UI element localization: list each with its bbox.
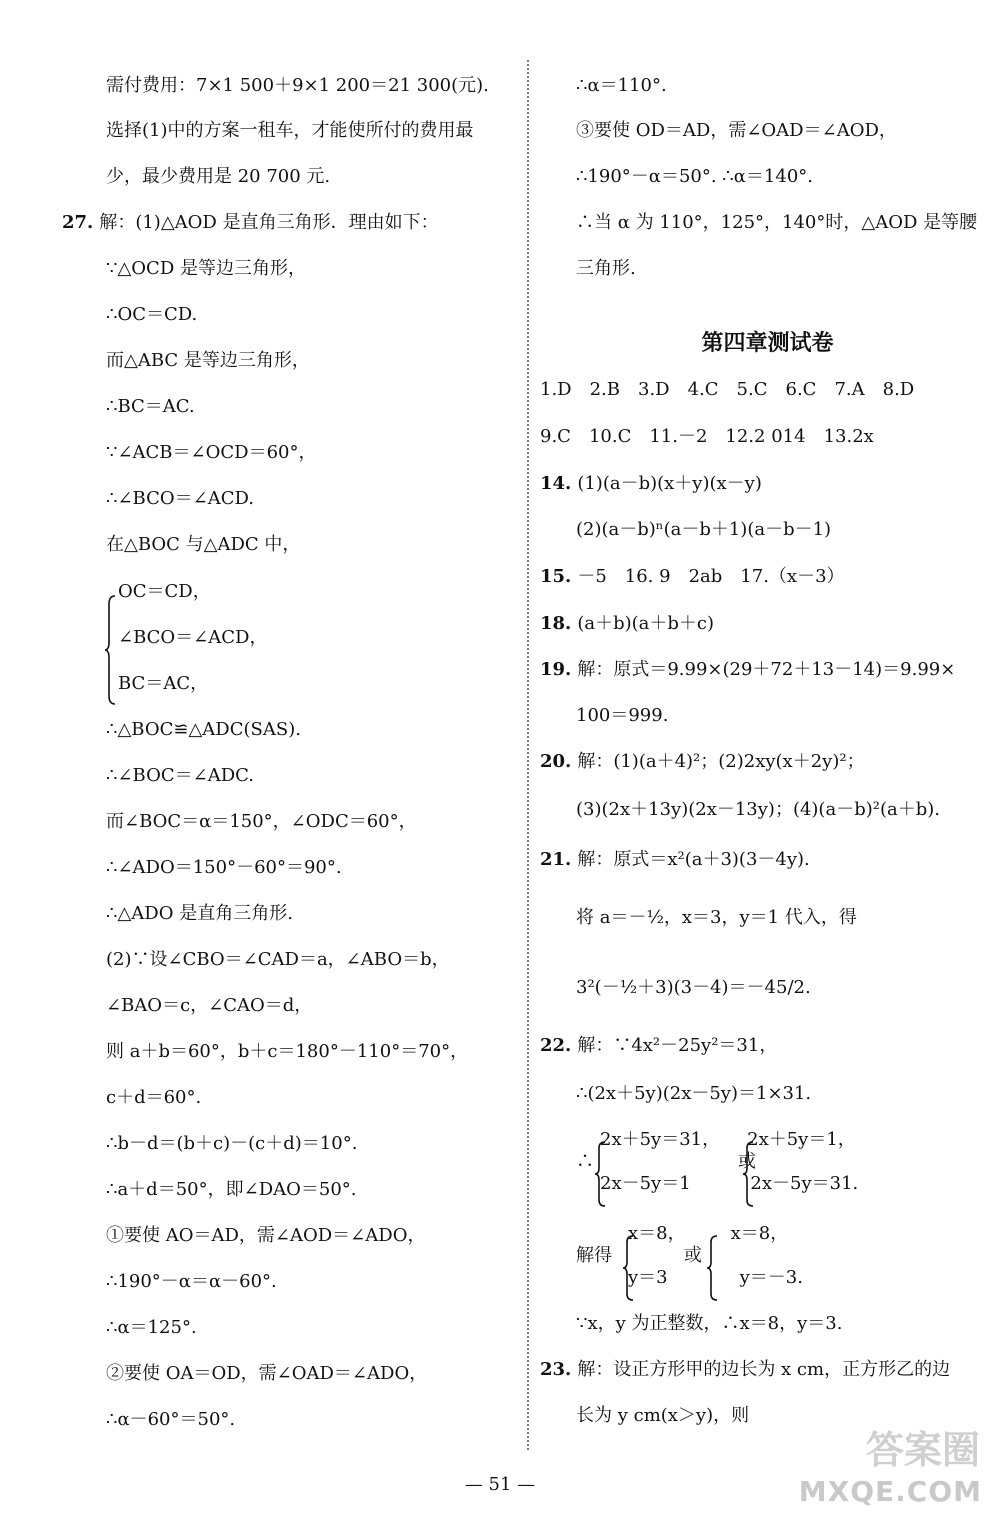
text-line (106, 948, 450, 972)
line-text: ∴△ADO 是直角三角形. (106, 903, 293, 924)
line-text: ∴α－60°＝50°. (106, 1409, 236, 1430)
text-line (106, 349, 310, 373)
text-line (106, 764, 254, 788)
text-line (576, 704, 668, 728)
text-line (600, 1172, 858, 1196)
text-line (106, 856, 342, 880)
line-text: ∠BCO＝∠ACD， (118, 627, 268, 648)
line-text: 100＝999. (576, 705, 669, 726)
column-divider (527, 60, 529, 1450)
text-line (118, 626, 267, 650)
line-text: OC＝CD， (118, 581, 211, 602)
line-text: 解得 或 (576, 1245, 702, 1266)
system-brace-icon (742, 1140, 754, 1208)
text-line (106, 1270, 277, 1294)
line-text: 3²(－½＋3)(3－4)＝－45/2. (576, 977, 811, 998)
line-text: 而∠BOC＝α＝150°，∠ODC＝60°， (106, 811, 417, 832)
text-line (106, 1408, 235, 1432)
text-line (576, 165, 813, 189)
line-text: 解：原式＝x²(a＋3)(3－4y). (577, 849, 810, 870)
watermark-logo: 答案圈 (865, 1428, 980, 1472)
text-line (576, 257, 636, 281)
system-brace-icon (622, 1234, 634, 1302)
question-number: 19. (540, 659, 572, 680)
system-brace-icon (104, 594, 116, 706)
line-text: (a＋b)(a＋b＋c) (577, 613, 715, 634)
line-text: ∴b－d＝(b＋c)－(c＋d)＝10°. (106, 1133, 358, 1154)
line-text: ∴α＝125°. (106, 1317, 197, 1338)
line-text: ∵∠ACB＝∠OCD＝60°， (106, 442, 317, 463)
text-line (576, 74, 667, 98)
page-number: — 51 — (464, 1474, 536, 1495)
question-line (540, 658, 955, 682)
question-line (540, 612, 714, 636)
line-text: 解：(1)△AOD 是直角三角形．理由如下： (99, 212, 439, 233)
text-line (576, 1312, 842, 1336)
system-brace-icon (706, 1234, 718, 1302)
line-text: y＝3 y＝－3. (628, 1267, 803, 1288)
line-text: ①要使 AO＝AD，需∠AOD＝∠ADO， (106, 1225, 426, 1246)
text-line (576, 976, 811, 1000)
line-text: ∴190°－α＝50°. ∴α＝140°. (576, 166, 813, 187)
line-text: 选择(1)中的方案一租车，才能使所付的费用最 (106, 120, 474, 141)
text-line (118, 580, 211, 604)
text-line (106, 533, 300, 557)
line-text: ∴当 α 为 110°，125°，140°时，△AOD 是等腰 (576, 212, 978, 233)
text-line (576, 1404, 749, 1428)
line-text: ∠BAO＝c，∠CAO＝d， (106, 995, 313, 1016)
line-text: 将 a＝－½，x＝3，y＝1 代入，得 (576, 907, 857, 928)
text-line (576, 119, 897, 143)
line-text: 2x－5y＝1 2x－5y＝31. (600, 1173, 859, 1194)
question-number: 22. (540, 1035, 572, 1056)
line-text: 少，最少费用是 20 700 元. (106, 166, 331, 187)
section-title: 第四章测试卷 (701, 331, 834, 356)
line-text: ∴BC＝AC. (106, 396, 195, 417)
text-line (106, 1224, 425, 1248)
line-text: ∴∠ADO＝150°－60°＝90°. (106, 857, 342, 878)
line-text: ∴∠BOC＝∠ADC. (106, 765, 254, 786)
question-number: 21. (540, 849, 572, 870)
text-line (600, 1128, 856, 1152)
question-number: 27. (62, 212, 94, 233)
line-text: x＝8， x＝8， (628, 1223, 789, 1244)
line-text: 在△BOC 与△ADC 中， (106, 534, 301, 555)
text-line (106, 718, 301, 742)
text-line (106, 165, 330, 189)
line-text: ∵△OCD 是等边三角形， (106, 258, 306, 279)
line-text: ∴△BOC≌△ADC(SAS). (106, 719, 301, 740)
text-line (576, 906, 857, 930)
question-number: 15. (540, 566, 572, 587)
text-line (106, 74, 489, 98)
text-line (576, 1082, 811, 1106)
line-text: ∴(2x＋5y)(2x－5y)＝1×31. (576, 1083, 812, 1104)
text-line (576, 1244, 702, 1268)
question-number: 14. (540, 473, 572, 494)
text-line (106, 810, 417, 834)
text-line (106, 1362, 427, 1386)
text-line (106, 994, 312, 1018)
line-text: ∴a＋d＝50°，即∠DAO＝50°. (106, 1179, 357, 1200)
text-line (106, 1132, 357, 1156)
question-line (540, 1034, 777, 1058)
line-text: BC＝AC， (118, 673, 209, 694)
line-text: (3)(2x＋13y)(2x－13y)；(4)(a－b)²(a＋b). (576, 799, 940, 820)
line-text: 而△ABC 是等边三角形， (106, 350, 310, 371)
question-line (540, 1358, 950, 1382)
text-line (106, 1040, 468, 1064)
question-number: 20. (540, 751, 572, 772)
line-text: 解：设正方形甲的边长为 x cm，正方形乙的边 (577, 1359, 951, 1380)
text-line (106, 487, 254, 511)
text-line (106, 257, 306, 281)
line-text: ③要使 OD＝AD，需∠OAD＝∠AOD， (576, 120, 897, 141)
question-line (540, 378, 914, 402)
line-text: ∴ 或 (576, 1151, 756, 1172)
question-line (540, 848, 810, 872)
line-text: －5 16. 9 2ab 17.（x－3） (577, 566, 845, 587)
text-line (106, 902, 293, 926)
line-text: 1.D 2.B 3.D 4.C 5.C 6.C 7.A 8.D (540, 379, 915, 400)
line-text: 解：∵4x²－25y²＝31， (577, 1035, 778, 1056)
line-text: 则 a＋b＝60°，b＋c＝180°－110°＝70°， (106, 1041, 469, 1062)
text-line (576, 211, 977, 235)
question-line (540, 750, 865, 774)
text-line (106, 1178, 357, 1202)
line-text: (2)(a－b)ⁿ(a－b＋1)(a－b－1) (576, 519, 832, 540)
line-text: ∴∠BCO＝∠ACD. (106, 488, 254, 509)
line-text: 三角形. (576, 258, 636, 279)
text-line (106, 1316, 197, 1340)
question-line (540, 472, 762, 496)
text-line (106, 441, 316, 465)
line-text: ∴OC＝CD. (106, 304, 198, 325)
line-text: 需付费用：7×1 500＋9×1 200＝21 300(元). (106, 75, 489, 96)
question-line (540, 565, 845, 589)
line-text: ∵x，y 为正整数，∴x＝8，y＝3. (576, 1313, 843, 1334)
text-line (106, 1086, 201, 1110)
text-line (106, 119, 474, 143)
question-line (62, 211, 439, 235)
watermark-site: MXQE.COM (798, 1475, 982, 1508)
system-brace-icon (594, 1140, 606, 1208)
line-text: ∴190°－α＝α－60°. (106, 1271, 277, 1292)
question-number: 23. (540, 1359, 572, 1380)
line-text: 解：原式＝9.99×(29＋72＋13－14)＝9.99× (577, 659, 956, 680)
line-text: (2)∵设∠CBO＝∠CAD＝a，∠ABO＝b， (106, 949, 450, 970)
text-line (106, 395, 195, 419)
line-text: ∴α＝110°. (576, 75, 667, 96)
text-line (576, 798, 940, 822)
line-text: 解：(1)(a＋4)²；(2)2xy(x＋2y)²； (577, 751, 865, 772)
text-line (576, 518, 831, 542)
text-line (118, 672, 208, 696)
line-text: (1)(a－b)(x＋y)(x－y) (577, 473, 762, 494)
question-line (540, 425, 874, 449)
question-number: 18. (540, 613, 572, 634)
line-text: 9.C 10.C 11.－2 12.2 014 13.2x (540, 426, 874, 447)
line-text: 2x＋5y＝31， 2x＋5y＝1， (600, 1129, 856, 1150)
line-text: c＋d＝60°. (106, 1087, 202, 1108)
text-line (106, 303, 197, 327)
line-text: 长为 y cm(x＞y)，则 (576, 1405, 750, 1426)
line-text: ②要使 OA＝OD，需∠OAD＝∠ADO， (106, 1363, 428, 1384)
